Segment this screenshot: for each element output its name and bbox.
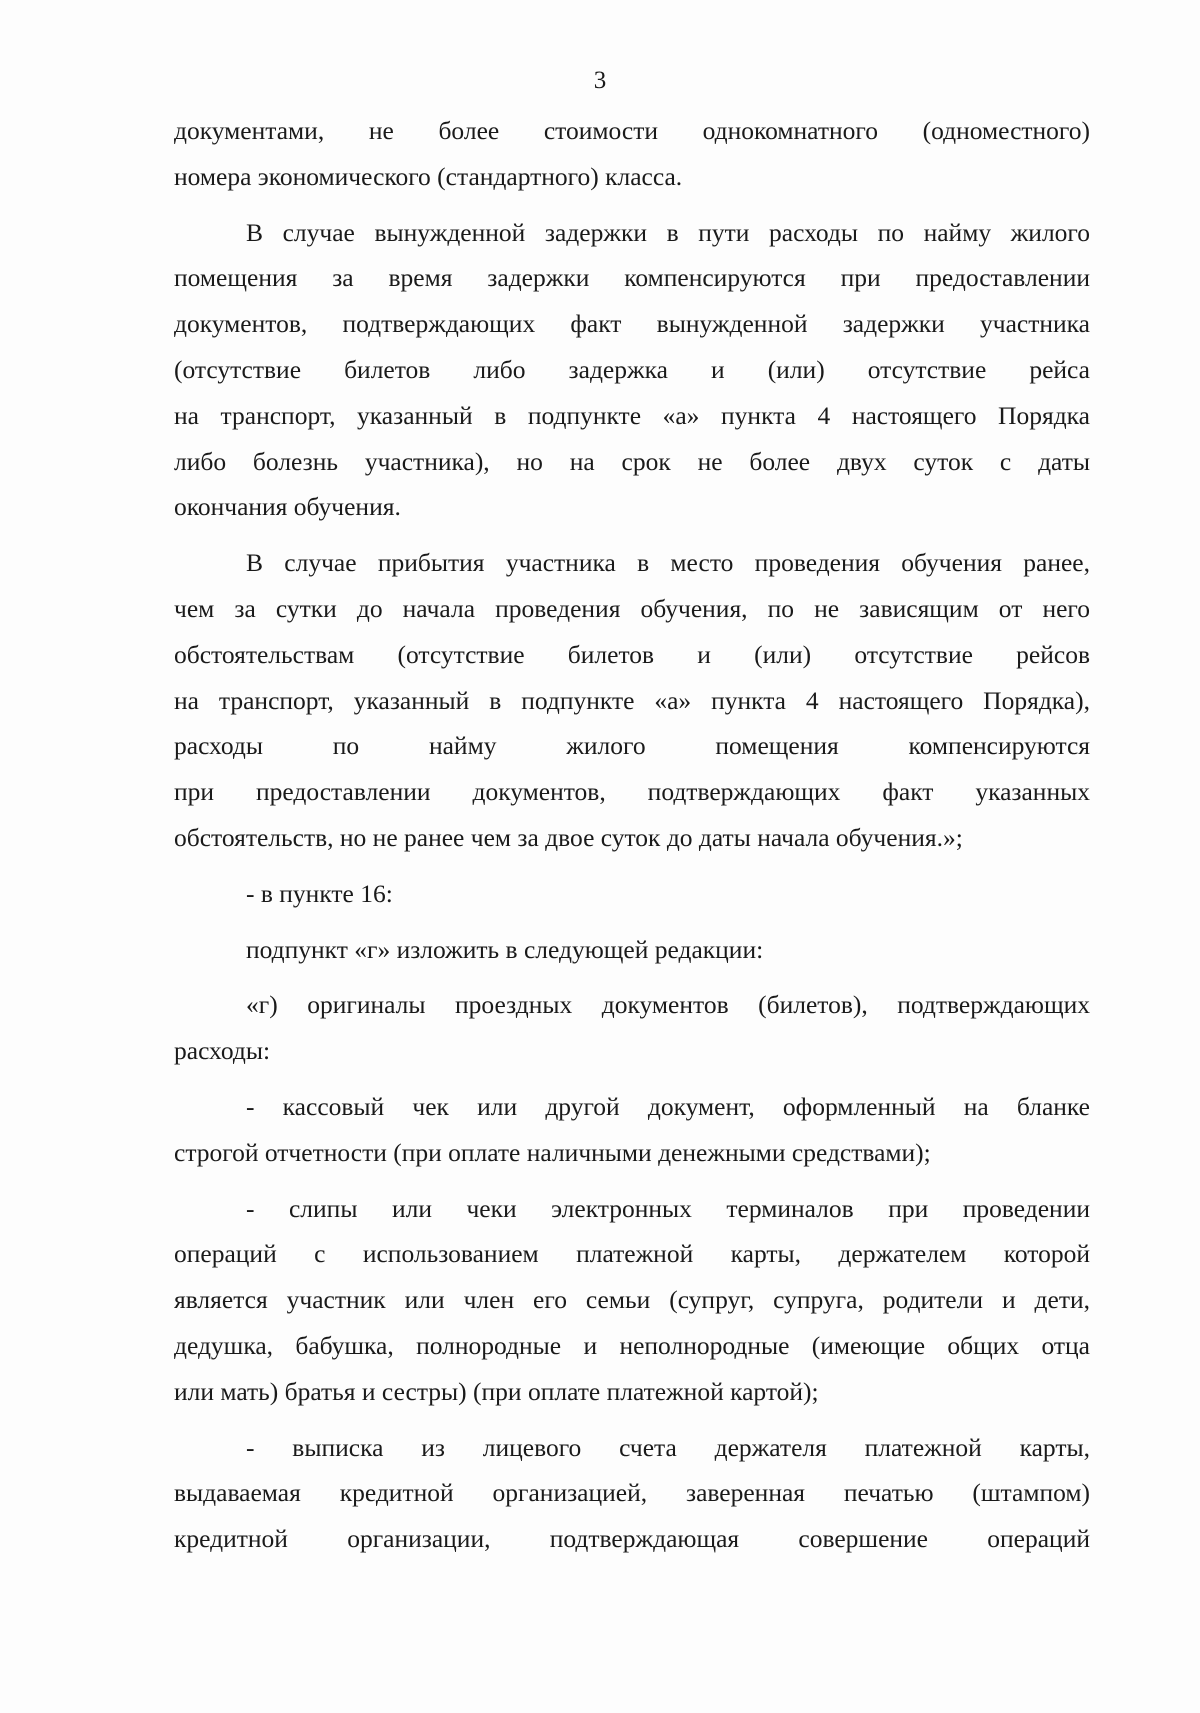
text-line: окончания обучения.: [174, 492, 401, 522]
text-line: дедушка, бабушка, полнородные и неполнородные (имеющие общих отца: [174, 1330, 1090, 1360]
text-line: при предоставлении документов, подтверждающих факт указанных: [174, 777, 1090, 807]
text-line: операций с использованием платежной карты, держателем которой: [174, 1239, 1090, 1269]
text-line: помещения за время задержки компенсируются при предоставлении: [174, 263, 1090, 293]
text-line: чем за сутки до начала проведения обучения, по не зависящим от него: [174, 593, 1090, 623]
text-line: В случае прибытия участника в место проведения обучения ранее,: [246, 548, 1090, 578]
text-line: - в пункте 16:: [246, 878, 393, 908]
text-line: подпункт «г» изложить в следующей редакции:: [246, 934, 764, 964]
page-number: 3: [593, 67, 607, 94]
text-line: или мать) братья и сестры) (при оплате платежной картой);: [174, 1376, 819, 1406]
text-line: документов, подтверждающих факт вынужденной задержки участника: [174, 309, 1090, 339]
text-line: либо болезнь участника), но на срок не более двух суток с даты: [174, 446, 1090, 476]
text-line: кредитной организации, подтверждающая совершение операций: [174, 1524, 1090, 1554]
text-line: расходы:: [174, 1036, 271, 1066]
text-line: (отсутствие билетов либо задержка и (или) отсутствие рейса: [174, 354, 1090, 384]
text-line: является участник или член его семьи (супруг, супруга, родители и дети,: [174, 1285, 1090, 1315]
text-line: обстоятельствам (отсутствие билетов и (или) отсутствие рейсов: [174, 639, 1090, 669]
text-line: на транспорт, указанный в подпункте «а» пункта 4 настоящего Порядка),: [174, 685, 1090, 715]
text-line: - выписка из лицевого счета держателя платежной карты,: [246, 1432, 1090, 1462]
text-line: документами, не более стоимости однокомнатного (одноместного): [174, 116, 1090, 145]
text-line: - кассовый чек или другой документ, оформленный на бланке: [246, 1091, 1090, 1121]
text-line: на транспорт, указанный в подпункте «а» пункта 4 настоящего Порядка: [174, 400, 1090, 430]
text-line: расходы по найму жилого помещения компенсируются: [174, 731, 1090, 761]
text-line: строгой отчетности (при оплате наличными денежными средствами);: [174, 1137, 931, 1167]
document-body: [174, 108, 1090, 1562]
text-line: обстоятельств, но не ранее чем за двое суток до даты начала обучения.»;: [174, 822, 963, 852]
text-line: - слипы или чеки электронных терминалов при проведении: [246, 1193, 1090, 1223]
text-line: номера экономического (стандартного) класса.: [174, 161, 683, 191]
text-line: выдаваемая кредитной организацией, заверенная печатью (штампом): [174, 1478, 1090, 1508]
text-line: «г) оригиналы проездных документов (билетов), подтверждающих: [246, 990, 1090, 1020]
text-line: В случае вынужденной задержки в пути расходы по найму жилого: [246, 217, 1090, 247]
